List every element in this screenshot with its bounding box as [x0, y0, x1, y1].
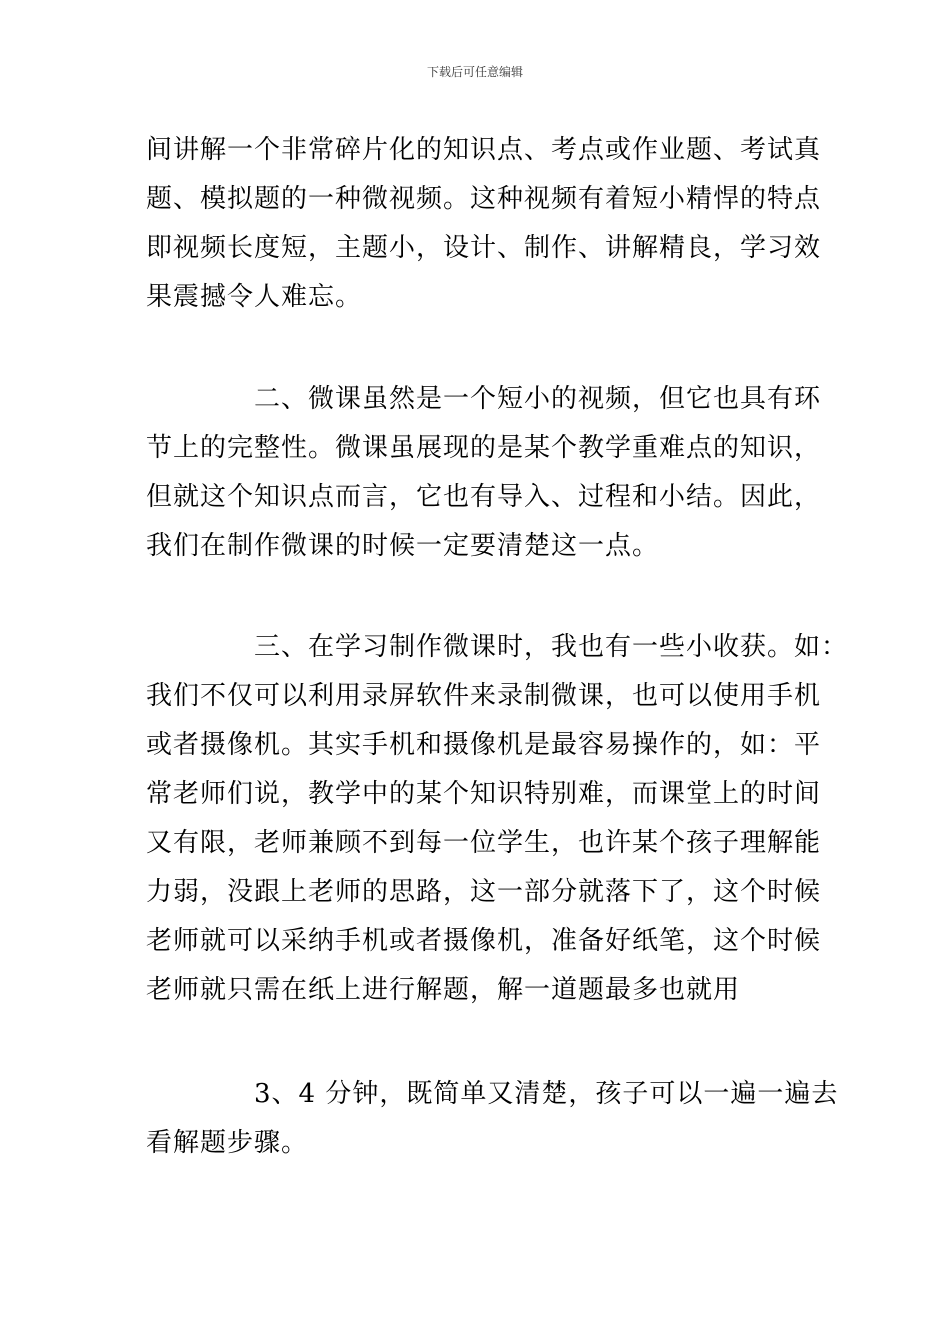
text-line: 题、模拟题的一种微视频。这种视频有着短小精悍的特点 — [146, 184, 822, 214]
text-line: 常老师们说，教学中的某个知识特别难，而课堂上的时间 — [146, 779, 822, 809]
text-line: 力弱，没跟上老师的思路，这一部分就落下了，这个时候 — [146, 877, 822, 907]
paragraph-3 — [146, 623, 849, 1015]
text-line: 看解题步骤。 — [146, 1128, 309, 1158]
text-line: 老师就只需在纸上进行解题，解一道题最多也就用 — [146, 975, 741, 1005]
text-line: 间讲解一个非常碎片化的知识点、考点或作业题、考试真 — [146, 135, 822, 165]
text-line: 又有限，老师兼顾不到每一位学生，也许某个孩子理解能 — [146, 828, 822, 858]
text-line: 即视频长度短，主题小，设计、制作、讲解精良，学习效 — [146, 233, 822, 263]
text-line: 节上的完整性。微课虽展现的是某个教学重难点的知识， — [146, 433, 822, 463]
text-line: 老师就可以采纳手机或者摄像机，准备好纸笔，这个时候 — [146, 926, 822, 956]
paragraph-4 — [146, 1070, 839, 1168]
text-line: 但就这个知识点而言，它也有导入、过程和小结。因此， — [146, 482, 822, 512]
paragraph-1 — [146, 126, 822, 322]
text-line: 或者摄像机。其实手机和摄像机是最容易操作的，如：平 — [146, 730, 822, 760]
paragraph-2 — [146, 375, 822, 571]
text-line: 我们在制作微课的时候一定要清楚这一点。 — [146, 531, 660, 561]
text-line: 我们不仅可以利用录屏软件来录制微课，也可以使用手机 — [146, 681, 822, 711]
text-line: 二、微课虽然是一个短小的视频，但它也具有环 — [254, 384, 822, 414]
text-line: 3、4 分钟，既简单又清楚，孩子可以一遍一遍去 — [254, 1079, 839, 1109]
page-header: 下载后可任意编辑 — [426, 65, 523, 79]
text-line: 三、在学习制作微课时，我也有一些小收获。如： — [254, 632, 849, 662]
text-line: 果震撼令人难忘。 — [146, 282, 363, 312]
